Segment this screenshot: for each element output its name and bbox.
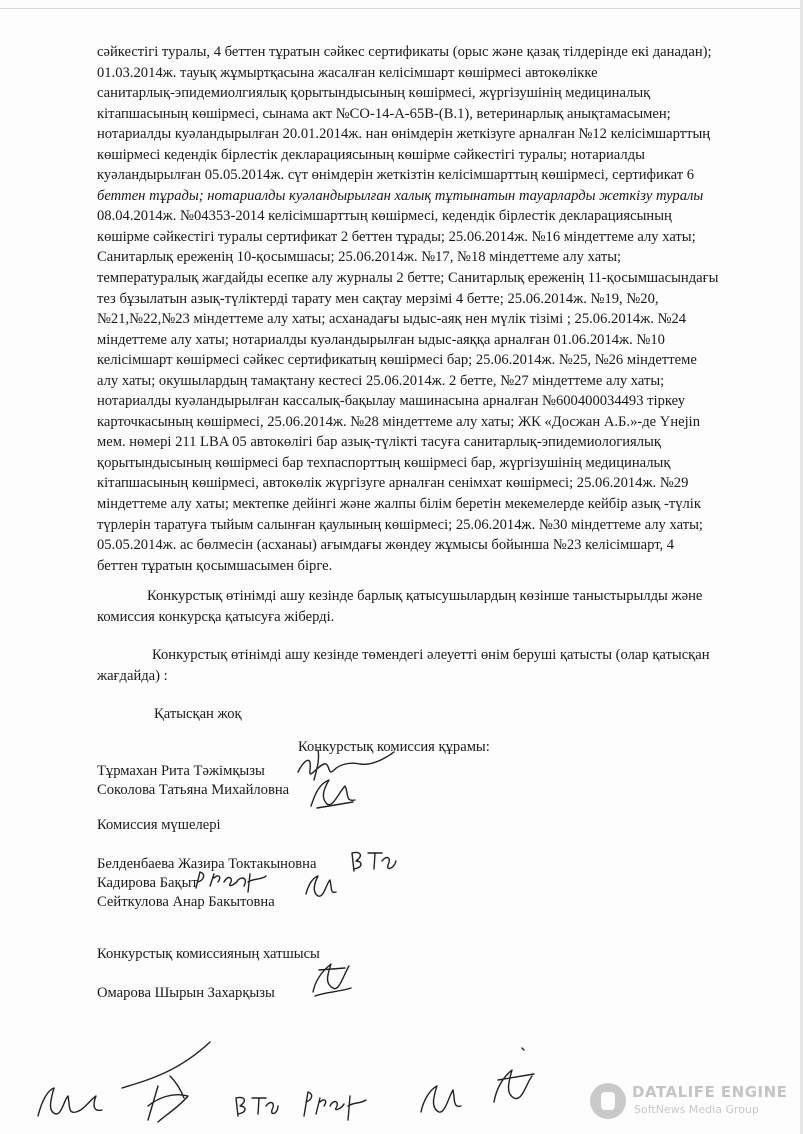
secretary-name: Омарова Шырын Захарқызы bbox=[97, 985, 275, 1001]
body-line: санитарлық-эпидемиолгиялық қорытындысының көшірмесі, жүргізушінің медициналық bbox=[97, 85, 651, 102]
scan-top-edge bbox=[0, 8, 803, 9]
body-line: 08.04.2014ж. №04353-2014 келісімшарттың көшірмесі, кедендік бірлестік декларациясының bbox=[97, 208, 672, 225]
signature-chair-2 bbox=[305, 772, 365, 814]
body-line: №21,№22,№23 міндеттеме алу хаты; асханадағы ыдыс-аяқ нен мүлік тізімі ; 25.06.2014ж. №24 bbox=[97, 311, 687, 328]
body-line: сәйкестігі туралы, 4 беттен тұратын сәйкес сертификаты (орыс және қазақ тілдерінде екі данадан); bbox=[97, 44, 712, 60]
absent-note: Қатысқан жоқ bbox=[154, 706, 242, 722]
body-line: мем. нөмері 211 LBA 05 автокөлігі бар азық-түлікті тасуға санитарлық-эпидемиологиялық bbox=[97, 434, 661, 451]
signature-bottom-5 bbox=[415, 1066, 465, 1122]
watermark bbox=[590, 1080, 790, 1124]
signature-member-1 bbox=[348, 845, 400, 877]
signature-member-3 bbox=[300, 868, 340, 902]
para2-line2: комиссия конкурсқа қатысуға жіберді. bbox=[97, 609, 335, 625]
para2-line1: Конкурстық өтінімді ашу кезінде барлық қатысушылардың көзінше таныстырылды және bbox=[147, 588, 703, 604]
body-line: кітапшасының көшірмесі, автокөлік жүргізуге арналған сенімхат көшірмесі; 25.06.2014ж. №29 bbox=[97, 475, 689, 492]
body-line: келісімшарт көшірмесі сәйкес сертификатың көшірмесі бар; 25.06.2014ж. №25, №26 міндеттеме bbox=[97, 352, 697, 369]
body-line: алу хаты; окушылардың тамақтану кестесі 25.06.2014ж. 2 бетте, №27 міндеттеме алу хаты; bbox=[97, 372, 665, 389]
body-line: температуралық жағдайды есепке алу журналы 2 бетте; Санитарлық ереженің 11-қосымшасындағы bbox=[97, 270, 719, 287]
member-name-3: Сейткулова Анар Бакытовна bbox=[97, 894, 275, 910]
body-line: беттен тұратын қосымшасымен бірге. bbox=[97, 557, 333, 574]
signature-secretary bbox=[305, 952, 357, 1002]
body-line: міндеттеме алу хаты; мектепке дейінгі және жалпы білім беретін мекемелерде кейбір азық -түлік bbox=[97, 496, 701, 513]
body-line: Санитарлық ереженің 10-қосымшасы; 25.06.2014ж. №17, №18 міндеттеме алу хаты; bbox=[97, 249, 622, 266]
body-line: карточкасының көшірмесі, 25.06.2014ж. №28 міндеттеме алу хаты; ЖК «Досжан А.Б.»-де Үнеjin bbox=[97, 413, 701, 430]
body-line: міндеттеме алу хаты; нотариалды куәландырылған ыдыс-аяққа арналған 01.06.2014ж. №10 bbox=[97, 331, 665, 348]
body-line: түрлерін таратуға тыйым салынған қаулының көшірмесі; 25.06.2014ж. №30 міндеттеме алу хаты; bbox=[97, 516, 703, 533]
para3-line2: жағдайда) : bbox=[97, 668, 168, 684]
members-heading: Комиссия мүшелері bbox=[97, 817, 221, 833]
signature-bottom-6 bbox=[484, 1044, 546, 1110]
body-line: беттен тұрады; нотариалды куәландырылған халық тұтынатын тауарларды жеткізу туралы bbox=[97, 187, 704, 204]
watermark-brand: DATALIFE ENGINE bbox=[632, 1083, 788, 1101]
body-line: қорытындысының көшірмесі бар техпаспорттың көшірмесі бар, жүргізушінің медициналық bbox=[97, 454, 671, 471]
signature-bottom-1 bbox=[30, 1040, 130, 1126]
body-line: нотариалды куәландырылған 20.01.2014ж. нан өнімдерін жеткізуге арналған №12 келісімшарттың bbox=[97, 126, 711, 143]
body-line: 01.03.2014ж. тауық жұмыртқасына жасалған келісімшарт көшірмесі автокөлікке bbox=[97, 64, 598, 81]
body-line: куәландырылған 05.05.2014ж. сүт өнімдерін жеткізтін келісімшарттың көшірмесі, сертификат 6 bbox=[97, 167, 695, 184]
member-name-1: Белденбаева Жазира Токтакыновна bbox=[97, 856, 317, 872]
body-line: нотариалды куәландырылған кассалық-бақылау машинасына арналған №600400034493 тіркеу bbox=[97, 393, 686, 410]
chair-name-2: Соколова Татьяна Михайловна bbox=[97, 782, 290, 798]
body-line: тез бұзылатын азық-түліктерді тарату мен сақтау мерзімі 4 бетте; 25.06.2014ж. №19, №20, bbox=[97, 290, 659, 307]
signature-bottom-3 bbox=[232, 1088, 280, 1122]
body-line: кітапшасының көшірмесі, сынама акт №СО-14-А-65В-(В.1), ветеринарлық анықтамасымен; bbox=[97, 105, 671, 122]
chair-name-1: Тұрмахан Рита Тәжімқызы bbox=[97, 763, 265, 779]
secretary-heading: Конкурстық комиссияның хатшысы bbox=[97, 946, 320, 962]
commission-heading: Конкурстық комиссия құрамы: bbox=[298, 739, 490, 755]
signature-bottom-2 bbox=[118, 1036, 228, 1126]
para3-line1: Конкурстық өтінімді ашу кезінде төмендегі әлеуетті өнім беруші қатысты (олар қатысқан bbox=[152, 647, 710, 663]
member-name-2: Кадирова Бақыт bbox=[97, 875, 198, 891]
watermark-subtitle: SoftNews Media Group bbox=[634, 1103, 759, 1116]
body-line: 05.05.2014ж. ас бөлмесін (асханаы) ағымдағы жөндеу жұмысы бойынша №23 келісімшарт, 4 bbox=[97, 537, 675, 554]
body-line: көшірме сәйкестігі туралы сертификат 2 беттен тұрады; 25.06.2014ж. №16 міндеттеме алу хаты; bbox=[97, 228, 696, 245]
body-line: көшірмесі кедендік бірлестік декларациясының көшірме сәйкестігі туралы; нотариалды bbox=[97, 146, 645, 163]
signature-member-2 bbox=[192, 868, 272, 894]
signature-bottom-4 bbox=[298, 1086, 370, 1124]
document-body bbox=[97, 42, 737, 576]
watermark-logo-icon bbox=[590, 1083, 626, 1119]
